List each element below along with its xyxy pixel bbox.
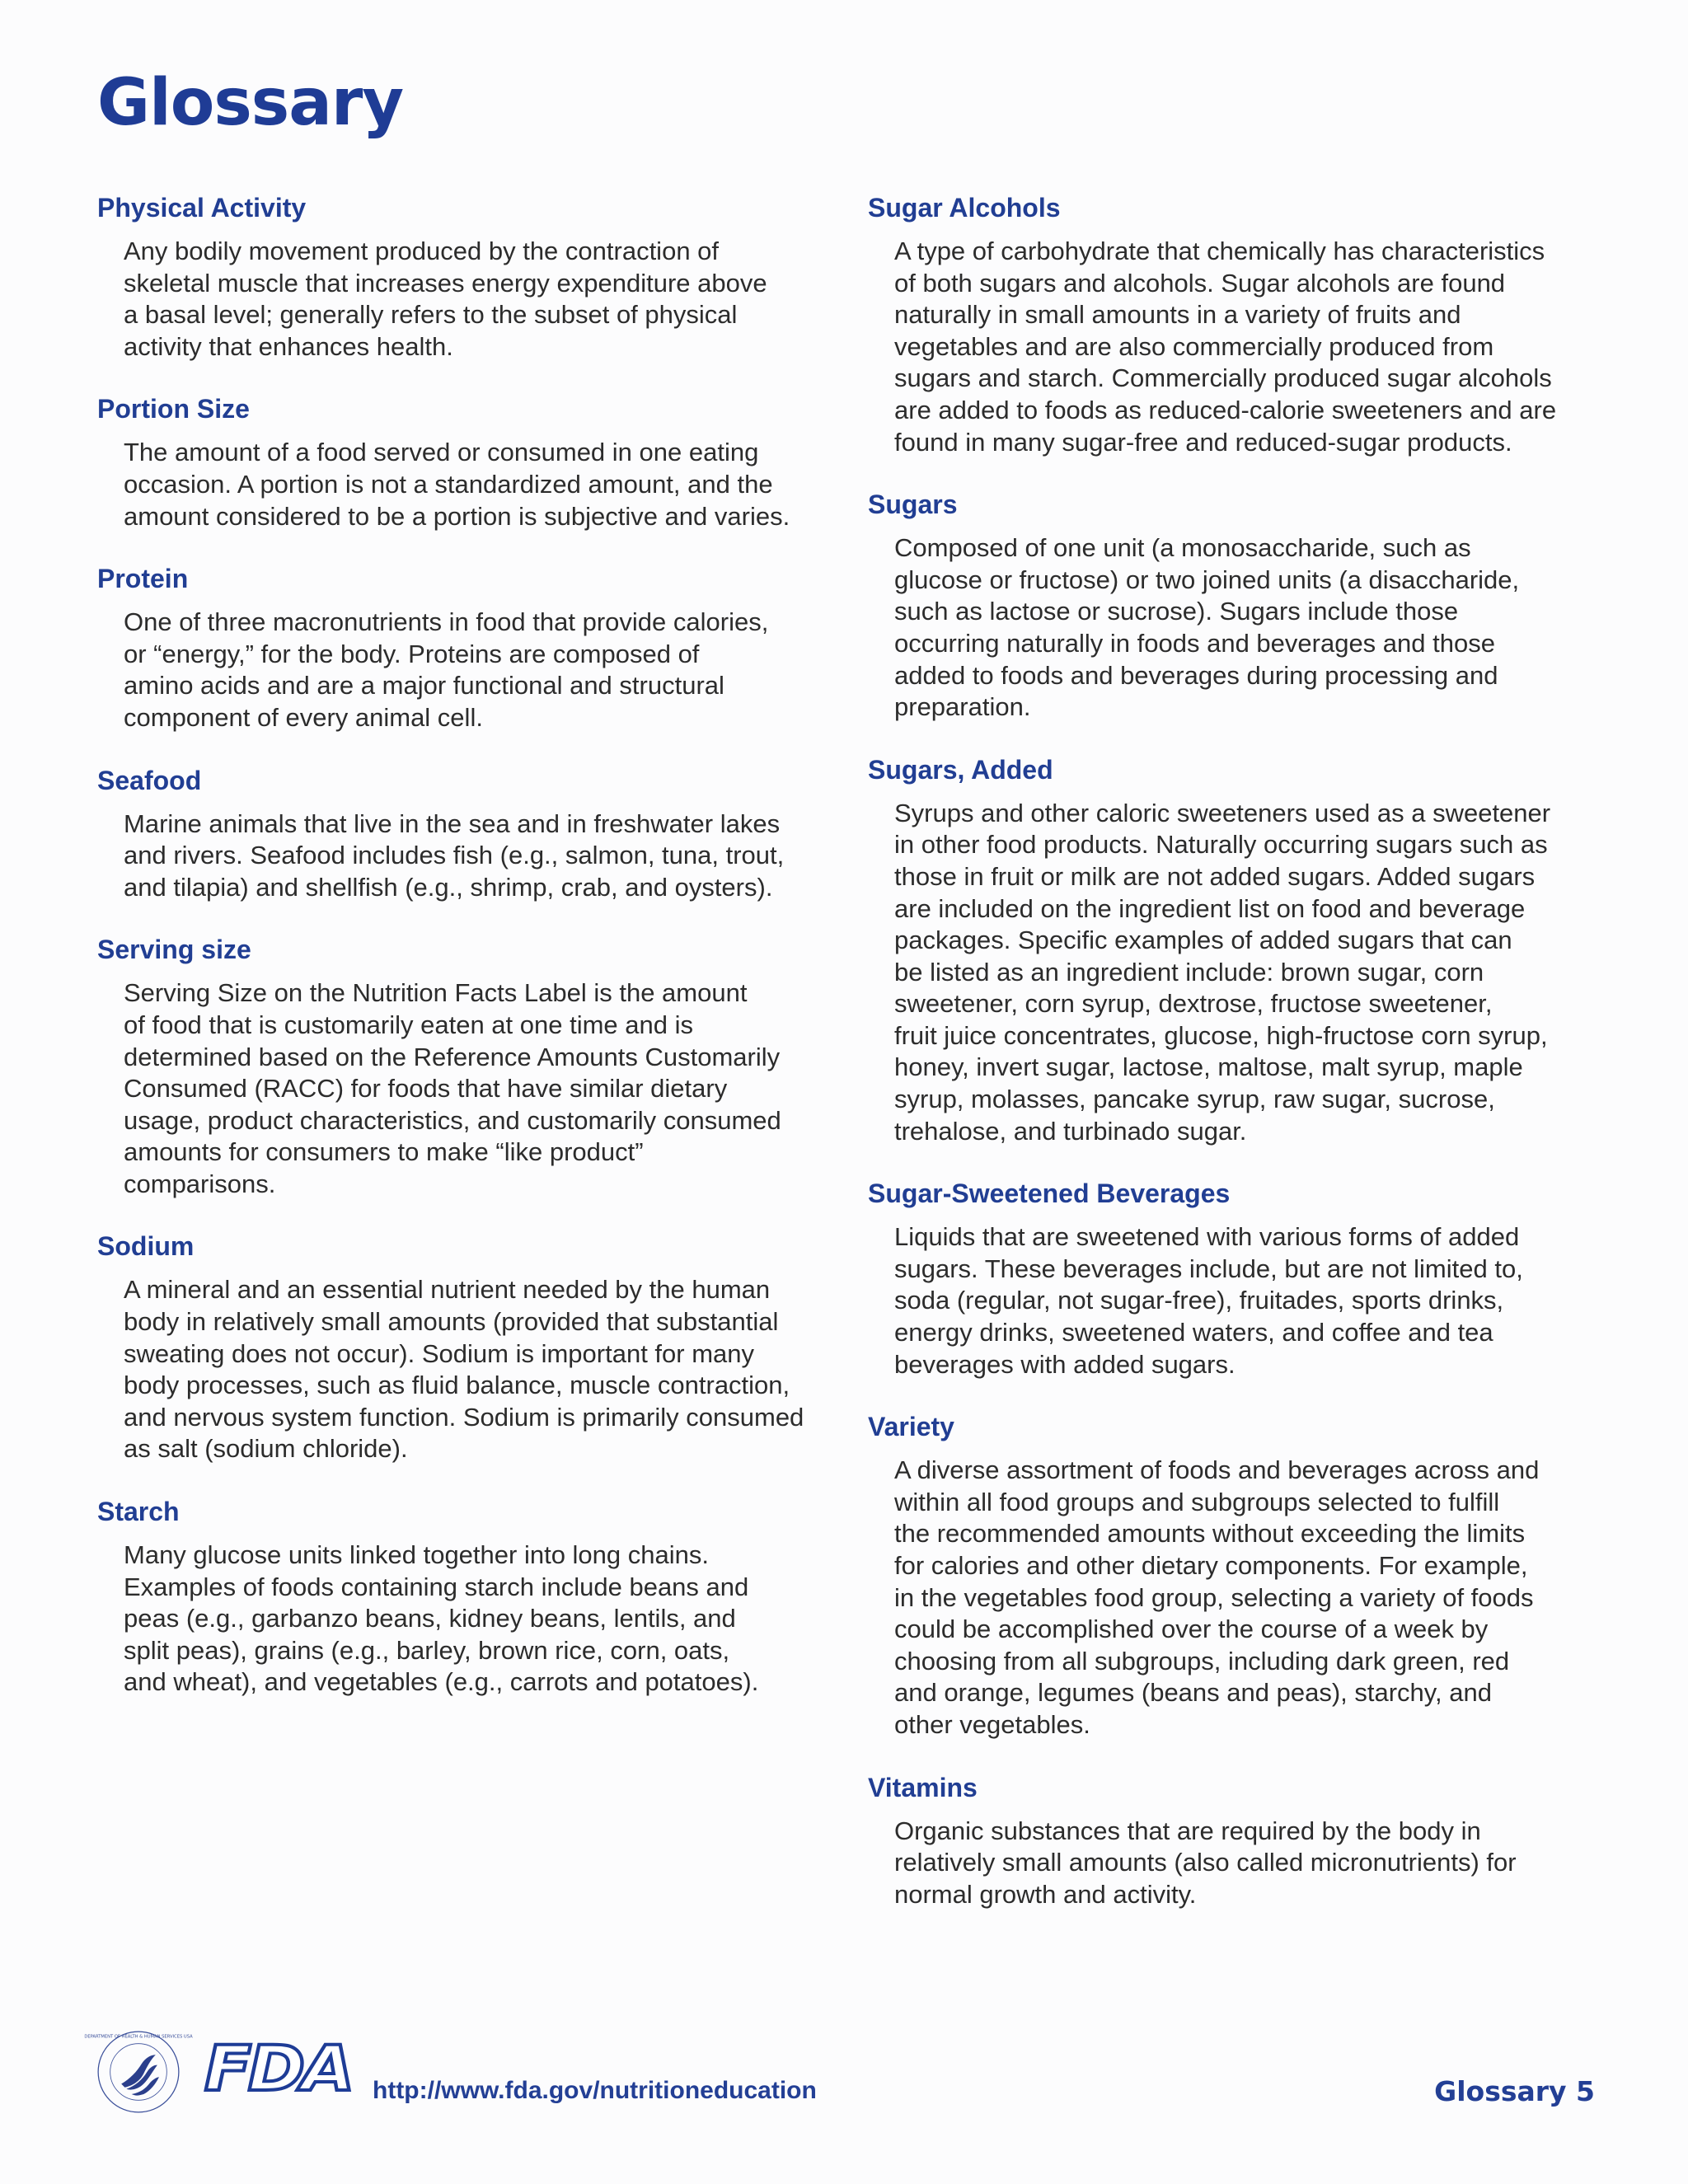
glossary-definition: Syrups and other caloric sweeteners used as a sweetener in other food products. Naturally occurring sugars such as those in fruit or milk are not added sugars. Added sugars are included on the ingredient list on food and beverage packages. Specific examples of added sugars that can be listed as an ingredient include: brown sugar, corn sweetener, corn syrup, dextrose, fructose sweetener, fruit juice concentrates, glucose, high-fructose corn syrup, honey, invert sugar, lactose, maltose, malt syrup, maple syrup, molasses, pancake syrup, raw sugar, sucrose, trehalose, and turbinado sugar. [894,798,1551,1146]
glossary-term: Starch [97,1497,180,1527]
glossary-entry [868,191,1610,458]
glossary-entry [868,1771,1610,1911]
fda-logo-icon [204,2032,353,2105]
glossary-entry [97,933,823,1200]
glossary-definition: Organic substances that are required by the body in relatively small amounts (also called micronutrients) for normal growth and activity. [894,1816,1517,1909]
footer-url-link[interactable]: http://www.fda.gov/nutritioneducation [373,2077,817,2104]
svg-text:FDA: FDA [204,2032,351,2105]
svg-text:DEPARTMENT OF HEALTH & HUMAN S: DEPARTMENT OF HEALTH & HUMAN SERVICES USA [84,2034,193,2040]
glossary-term: Portion Size [97,394,250,424]
glossary-entry [868,1410,1610,1741]
page-number: Glossary 5 [1434,2075,1595,2107]
glossary-term: Sugars [868,490,958,520]
page-footer [0,2011,1688,2126]
glossary-definition: One of three macronutrients in food that provide calories, or “energy,” for the body. Proteins are composed of amino acids and are a major functional and structural component of every animal cell. [124,607,769,732]
glossary-term: Sugars, Added [868,754,1053,785]
page-title: Glossary [97,66,404,140]
glossary-definition: Marine animals that live in the sea and in freshwater lakes and rivers. Seafood includes fish (e.g., salmon, tuna, trout, and tilapia) and shellfish (e.g., shrimp, crab, and oysters). [124,808,785,902]
glossary-definition: The amount of a food served or consumed in one eating occasion. A portion is not a standardized amount, and the amount considered to be a portion is subjective and varies. [124,438,790,531]
glossary-definition: Many glucose units linked together into long chains. Examples of foods containing starch include beans and peas (e.g., garbanzo beans, kidney beans, lentils, and split peas), grains (e.g., barley, brown rice, corn, oats, and wheat), and vegetables (e.g., carrots and potatoes). [124,1540,759,1697]
glossary-definition: Any bodily movement produced by the contraction of skeletal muscle that increases energy expenditure above a basal level; generally refers to the subset of physical activity that enhances health. [124,237,767,361]
glossary-right-column [868,191,1610,1940]
glossary-term: Serving size [97,935,251,965]
glossary-definition: Serving Size on the Nutrition Facts Label is the amount of food that is customarily eaten at one time and is determined based on the Reference Amounts Customarily Consumed (RACC) for foods that have similar dietary usage, product characteristics, and customarily consumed amounts for consumers to make “like product” comparisons. [124,978,781,1198]
glossary-term: Vitamins [868,1772,978,1802]
glossary-definition: A diverse assortment of foods and beverages across and within all food groups and subgroups selected to fulfill the recommended amounts without exceeding the limits for calories and other dietary components. For example, in the vegetables food group, selecting a variety of foods could be accomplished over the course of a week by choosing from all subgroups, including dark green, red and orange, legumes (beans and peas), starchy, and other vegetables. [894,1455,1540,1739]
glossary-entry [97,191,823,363]
glossary-definition: Liquids that are sweetened with various forms of added sugars. These beverages include, but are not limited to, soda (regular, not sugar-free), fruitades, sports drinks, energy drinks, sweetened waters, and coffee and tea beverages with added sugars. [894,1222,1523,1379]
glossary-entry [97,392,823,532]
glossary-term: Protein [97,564,189,594]
glossary-entry [97,764,823,904]
glossary-entry [97,562,823,733]
glossary-definition: A mineral and an essential nutrient needed by the human body in relatively small amounts (provided that substantial sweating does not occur). Sodium is important for many body processes, such as fluid balance, muscle contraction, and nervous system function. Sodium is primarily consumed as salt (sodium chloride). [124,1275,804,1464]
glossary-term: Seafood [97,765,202,795]
glossary-entry [868,1177,1610,1380]
glossary-term: Sodium [97,1231,195,1262]
glossary-term: Sugar Alcohols [868,193,1061,223]
glossary-entry [868,488,1610,724]
glossary-term: Variety [868,1412,954,1442]
glossary-entry [868,753,1610,1148]
glossary-term: Physical Activity [97,193,307,223]
hhs-seal-icon [84,2029,193,2115]
glossary-term: Sugar-Sweetened Beverages [868,1179,1231,1209]
glossary-entry [97,1230,823,1465]
glossary-entry [97,1495,823,1699]
glossary-left-column [97,191,823,1728]
glossary-definition: A type of carbohydrate that chemically has characteristics of both sugars and alcohols. Sugar alcohols are found naturally in small amounts in a variety of fruits and vegetables and are also commercially produced from sugars and starch. Commercially produced sugar alcohols are added to foods as reduced-calorie sweeteners and are found in many sugar-free and reduced-sugar products. [894,237,1557,457]
glossary-definition: Composed of one unit (a monosaccharide, such as glucose or fructose) or two joined units (a disaccharide, such as lactose or sucrose). Sugars include those occurring naturally in foods and beverages and those added to foods and beverages during processing and preparation. [894,533,1520,722]
